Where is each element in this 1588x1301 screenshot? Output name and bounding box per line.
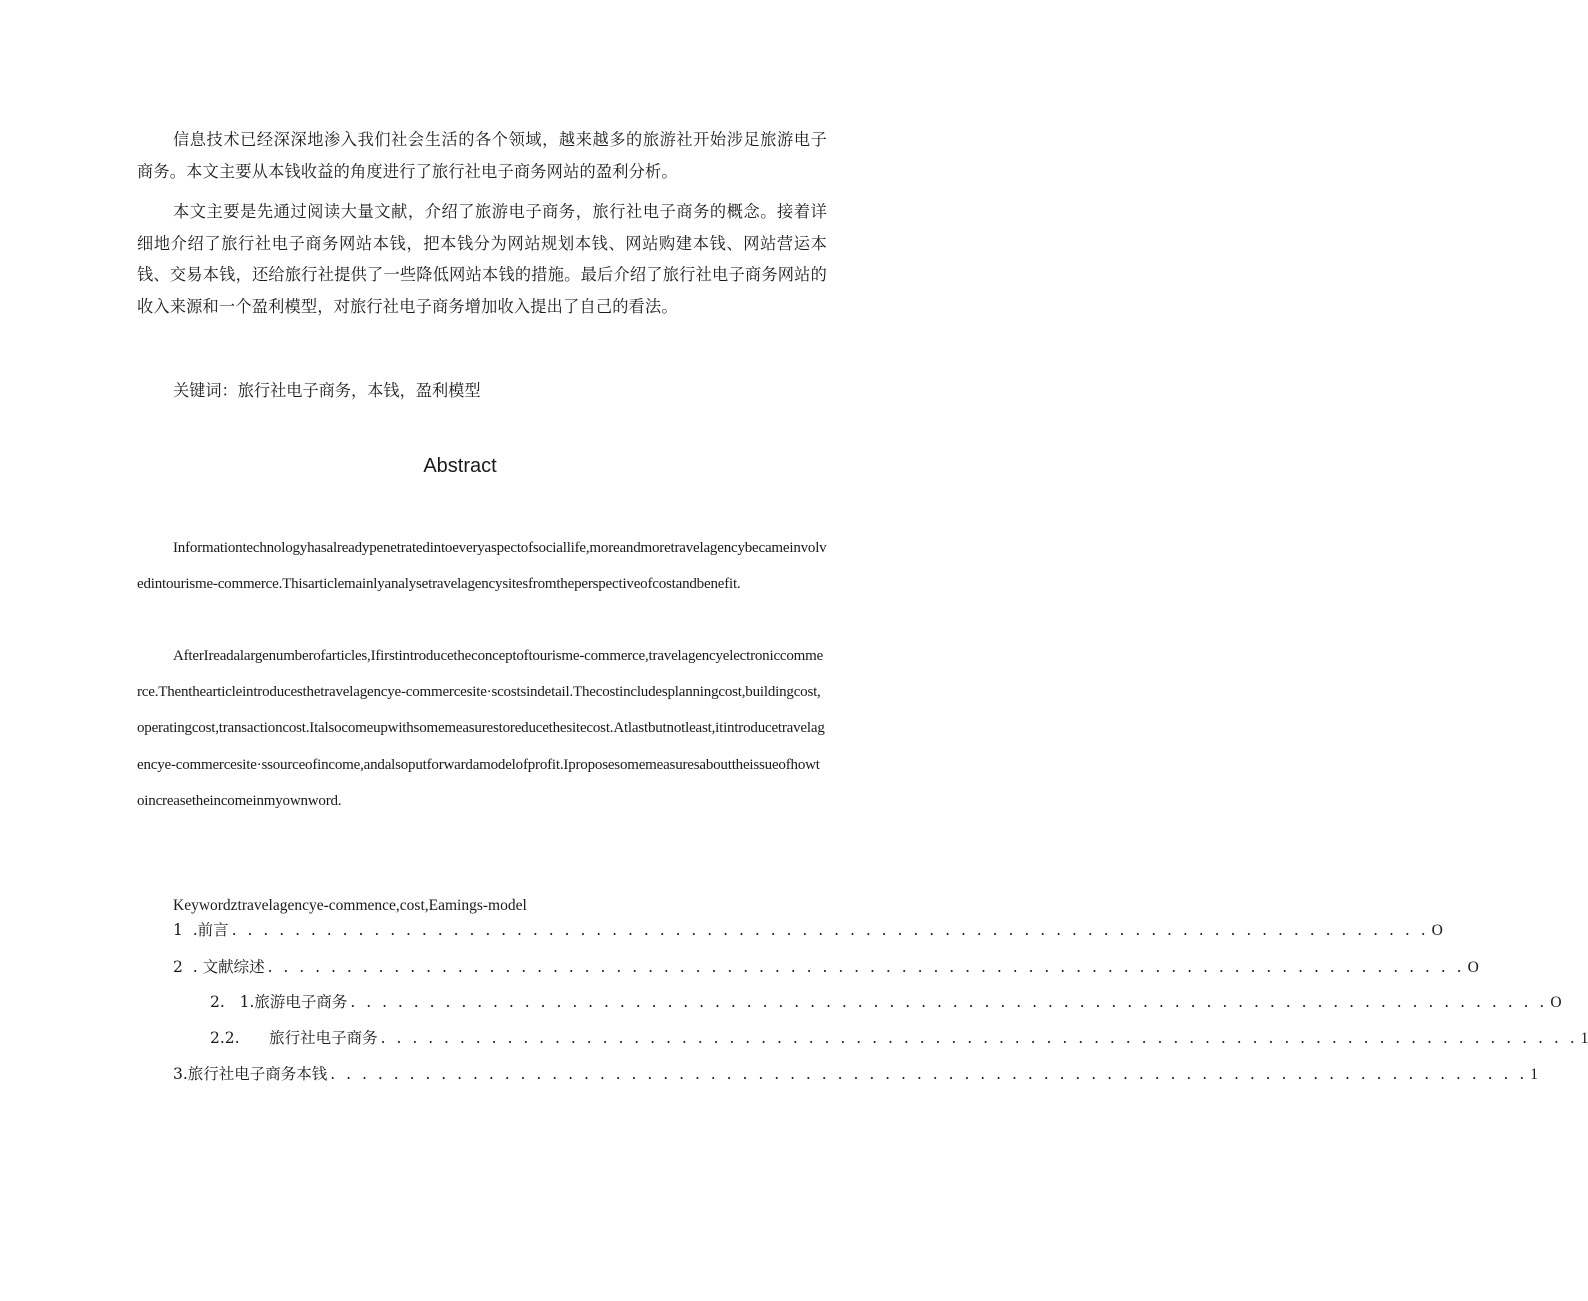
toc-leader-dots: . . . . . . . . . . . . . . . . . . . . . . . . . . . . . . . . . . . . . . . . . . . . . . . . . . . . . . . . . . . . . . . . . . . . . . . . . . . .: [380, 1029, 1578, 1047]
keywords-en: Keywordztravelagencye-commence,cost,Eamings-model: [173, 897, 527, 914]
toc-entry-3[interactable]: [173, 1062, 1539, 1084]
toc-leader-dots: . . . . . . . . . . . . . . . . . . . . . . . . . . . . . . . . . . . . . . . . . . . . . . . . . . . . . . . . . . . . . . . . . . . . . . . . . . . .: [330, 1065, 1528, 1083]
toc-entry-label: 2.2. 旅行社电子商务: [210, 1029, 378, 1047]
toc-entry-label: 2. 1.旅游电子商务: [210, 993, 348, 1011]
toc-leader-dots: . . . . . . . . . . . . . . . . . . . . . . . . . . . . . . . . . . . . . . . . . . . . . . . . . . . . . . . . . . . . . . . . . . . . . . . . . . . .: [267, 958, 1465, 976]
abstract-title: Abstract: [423, 455, 497, 477]
toc-entry-label: 2 . 文献综述: [173, 958, 265, 976]
toc-entry-2[interactable]: [173, 955, 1479, 977]
abstract-en-paragraph-1: Informationtechnologyhasalreadypenetratedintoeveryaspectofsociallife,moreandmoretravelagencybecameinvolvedintourisme-commerce.Thisarticlemainlyanalysetravelagencysitesfromtheperspectiveofcostandbenefit.: [137, 540, 827, 593]
toc-leader-dots: . . . . . . . . . . . . . . . . . . . . . . . . . . . . . . . . . . . . . . . . . . . . . . . . . . . . . . . . . . . . . . . . . . . . . . . . . . . .: [231, 921, 1429, 939]
toc-entry-page: 1: [1580, 1030, 1588, 1047]
toc-entry-label: 1 .前言: [173, 921, 229, 939]
abstract-zh-paragraph-1: 信息技术已经深深地渗入我们社会生活的各个领域，越来越多的旅游社开始涉足旅游电子商务。本文主要从本钱收益的角度进行了旅行社电子商务网站的盈利分析。: [137, 130, 827, 181]
abstract-en-paragraph-2: AfterIreadalargenumberofarticles,Ifirstintroducetheconceptoftourisme-commerce,travelagencyelectroniccommerce.Thenthearticleintroducesthetravelagencye-commercesite·scostsindetail.Thecostincludesplanningcost,buildingcost,operatingcost,transactioncost.Italsocomeupwithsomemeasurestoreducethesitecost.Atlastbutnotleast,itintroducetravelagencye-commercesite·ssourceofincome,andalsoputforwardamodelofprofit.Iproposesomemeasuresabouttheissueofhowtoincreasetheincomeinmyownword.: [137, 648, 825, 809]
toc-entry-label: 3.旅行社电子商务本钱: [173, 1065, 328, 1083]
toc-entry-page: 1: [1530, 1066, 1539, 1083]
toc-entry-page: O: [1467, 959, 1479, 976]
toc-leader-dots: . . . . . . . . . . . . . . . . . . . . . . . . . . . . . . . . . . . . . . . . . . . . . . . . . . . . . . . . . . . . . . . . . . . . . . . . . . . .: [350, 993, 1548, 1011]
toc-entry-2-2[interactable]: [210, 1026, 1588, 1048]
toc-entry-2-1[interactable]: [210, 990, 1562, 1012]
toc-entry-page: O: [1550, 994, 1562, 1011]
keywords-zh: 关键词：旅行社电子商务，本钱，盈利模型: [173, 381, 481, 400]
abstract-zh-paragraph-2: 本文主要是先通过阅读大量文献，介绍了旅游电子商务，旅行社电子商务的概念。接着详细地介绍了旅行社电子商务网站本钱，把本钱分为网站规划本钱、网站购建本钱、网站营运本钱、交易本钱，还给旅行社提供了一些降低网站本钱的措施。最后介绍了旅行社电子商务网站的收入来源和一个盈利模型，对旅行社电子商务增加收入提出了自己的看法。: [137, 202, 827, 316]
toc-entry-page: O: [1431, 922, 1443, 939]
toc-entry-1[interactable]: [173, 918, 1443, 940]
